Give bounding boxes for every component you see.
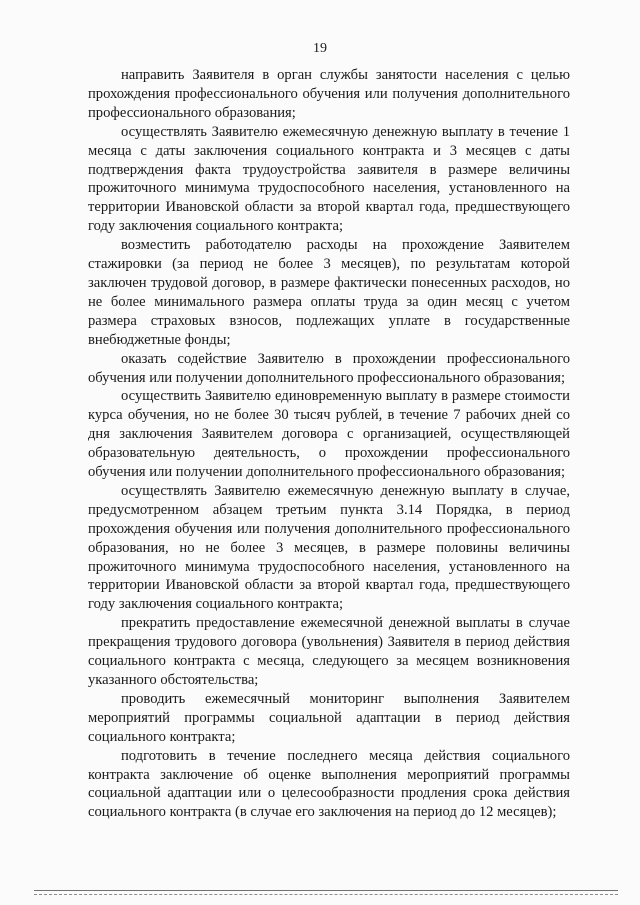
- paragraph: направить Заявителя в орган службы занятости населения с целью прохождения профессионального обучения или получения дополнительного профессионального образования;: [88, 67, 570, 121]
- paragraph: прекратить предоставление ежемесячной денежной выплаты в случае прекращения трудового договора (увольнения) Заявителя в период действия социального контракта с месяца, следующего за месяцем возникновения указанного обстоятельства;: [88, 615, 570, 688]
- paragraph: осуществлять Заявителю ежемесячную денежную выплату в течение 1 месяца с даты заключения социального контракта и 3 месяцев с даты подтверждения факта трудоустройства заявителя в размере величины прожиточного минимума трудоспособного населения, установленного на территории Ивановской области за второй квартал года, предшествующего году заключения социального контракта;: [88, 123, 570, 235]
- scan-bottom-edge: [34, 890, 618, 895]
- page-number: 19: [313, 41, 327, 56]
- paragraph: проводить ежемесячный мониторинг выполнения Заявителем мероприятий программы социальной адаптации в период действия социального контракта;: [88, 690, 570, 745]
- paragraph: осуществлять Заявителю ежемесячную денежную выплату в случае, предусмотренном абзацем третьим пункта 3.14 Порядка, в период прохождения обучения или получения дополнительного профессионального образования, но не более 3 месяцев, в размере половины величины прожиточного минимума трудоспособного населения, установленного на территории Ивановской области за второй квартал года, предшествующего году заключения социального контракта;: [88, 482, 570, 613]
- paragraph: осуществить Заявителю единовременную выплату в размере стоимости курса обучения, но не более 30 тысяч рублей, в течение 7 рабочих дней со дня заключения Заявителем договора с организацией, осуществляющей образовательную деятельность, о прохождении профессионального обучения или получении дополнительного профессионального образования;: [88, 388, 570, 481]
- paragraph: возместить работодателю расходы на прохождение Заявителем стажировки (за период не более 3 месяцев), по результатам которой заключен трудовой договор, в размере фактически понесенных расходов, но не более минимального размера оплаты труда за один месяц с учетом размера страховых взносов, подлежащих уплате в государственные внебюджетные фонды;: [88, 237, 570, 348]
- paragraph: подготовить в течение последнего месяца действия социального контракта заключение об оценке выполнения мероприятий программы социальной адаптации или о целесообразности продления срока действия социального контракта (в случае его заключения на период до 12 месяцев);: [88, 747, 570, 821]
- document-body: [88, 66, 570, 822]
- paragraph: оказать содействие Заявителю в прохождении профессионального обучения или получении дополнительного профессионального образования;: [88, 350, 570, 386]
